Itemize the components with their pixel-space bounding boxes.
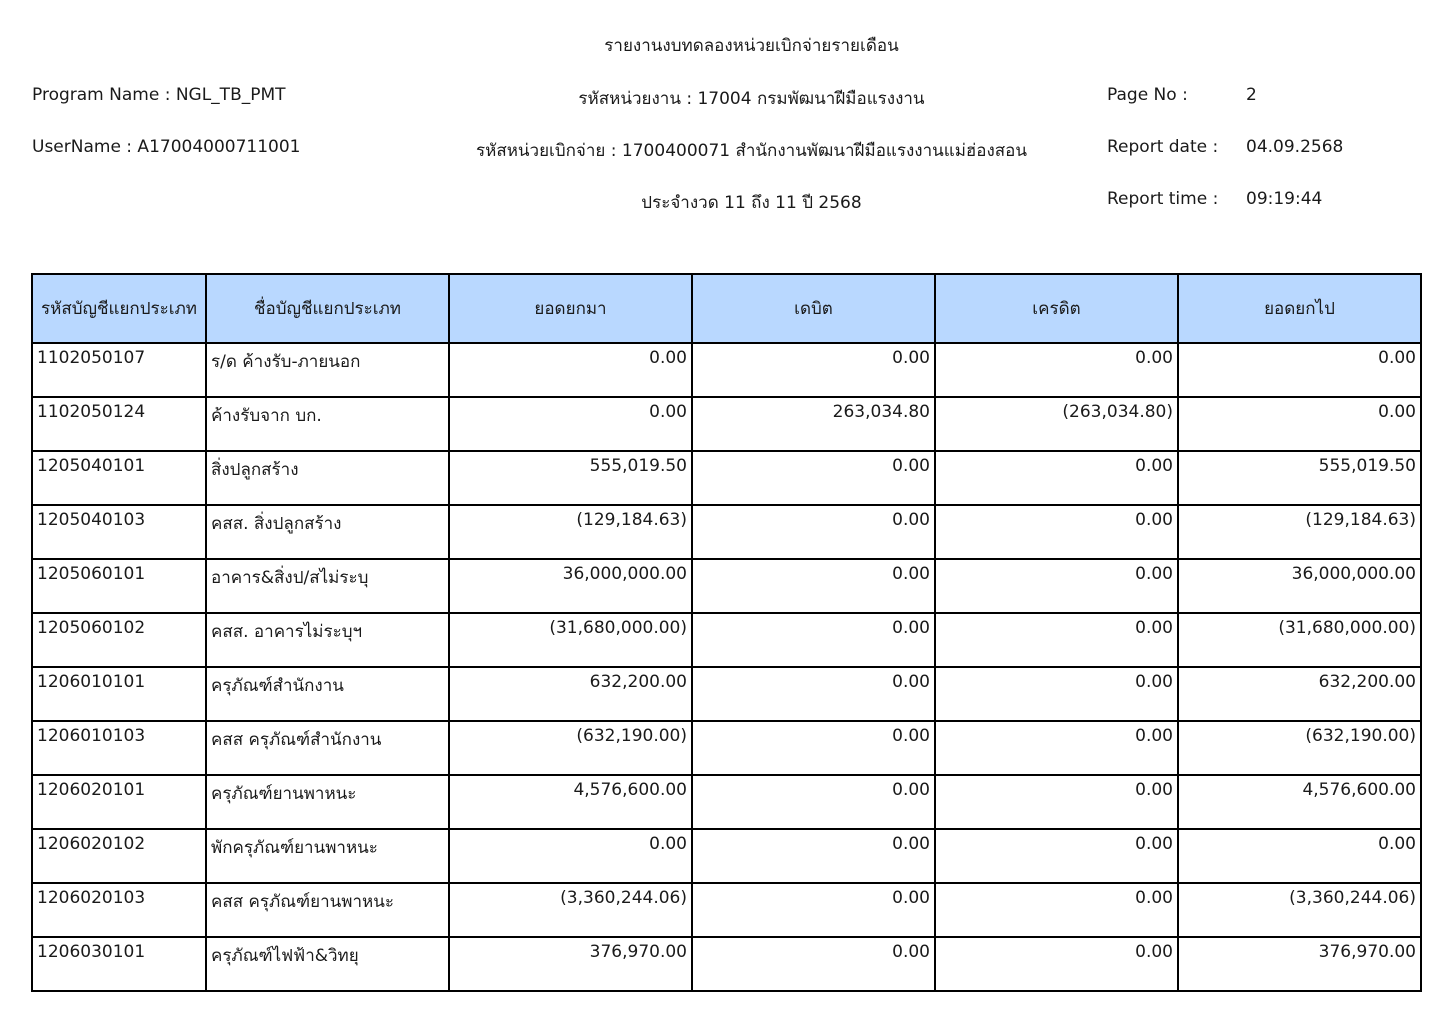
cell-opening-balance: 0.00: [449, 829, 692, 883]
header-debit: เดบิต: [692, 274, 935, 343]
cell-closing-balance: (3,360,244.06): [1178, 883, 1421, 937]
table-header-row: [32, 274, 1421, 343]
cell-account-code: 1205040101: [32, 451, 206, 505]
cell-opening-balance: 632,200.00: [449, 667, 692, 721]
cell-opening-balance: (3,360,244.06): [449, 883, 692, 937]
cell-account-code: 1205040103: [32, 505, 206, 559]
cell-account-name: สิ่งปลูกสร้าง: [206, 451, 449, 505]
program-name: Program Name : NGL_TB_PMT: [32, 85, 286, 105]
cell-debit: 0.00: [692, 451, 935, 505]
cell-account-name: คสส ครุภัณฑ์สำนักงาน: [206, 721, 449, 775]
cell-credit: 0.00: [935, 937, 1178, 991]
cell-closing-balance: 0.00: [1178, 397, 1421, 451]
cell-account-code: 1206020101: [32, 775, 206, 829]
cell-account-code: 1102050124: [32, 397, 206, 451]
cell-credit: 0.00: [935, 883, 1178, 937]
cell-closing-balance: (129,184.63): [1178, 505, 1421, 559]
table-row: [32, 451, 1421, 505]
header-opening-balance: ยอดยกมา: [449, 274, 692, 343]
table-row: [32, 505, 1421, 559]
report-time-label: Report time :: [1107, 189, 1219, 209]
cell-credit: 0.00: [935, 343, 1178, 397]
table-row: [32, 559, 1421, 613]
cell-opening-balance: 376,970.00: [449, 937, 692, 991]
cell-debit: 0.00: [692, 721, 935, 775]
cell-opening-balance: 0.00: [449, 343, 692, 397]
cell-account-code: 1205060102: [32, 613, 206, 667]
table-row: [32, 397, 1421, 451]
cell-account-code: 1206010101: [32, 667, 206, 721]
cell-debit: 0.00: [692, 667, 935, 721]
cell-credit: 0.00: [935, 505, 1178, 559]
cell-opening-balance: (632,190.00): [449, 721, 692, 775]
cell-opening-balance: 4,576,600.00: [449, 775, 692, 829]
cell-closing-balance: 632,200.00: [1178, 667, 1421, 721]
table-row: [32, 613, 1421, 667]
cell-debit: 0.00: [692, 559, 935, 613]
cell-account-name: คสส. สิ่งปลูกสร้าง: [206, 505, 449, 559]
table-row: [32, 721, 1421, 775]
cell-closing-balance: (632,190.00): [1178, 721, 1421, 775]
cell-credit: 0.00: [935, 559, 1178, 613]
disbursement-unit: รหัสหน่วยเบิกจ่าย : 1700400071 สำนักงานพัฒนาฝีมือแรงงานแม่ฮ่องสอน: [475, 141, 1028, 161]
cell-debit: 0.00: [692, 829, 935, 883]
trial-balance-table: [31, 273, 1422, 992]
cell-account-code: 1206020103: [32, 883, 206, 937]
cell-account-code: 1205060101: [32, 559, 206, 613]
report-time: 09:19:44: [1246, 189, 1323, 209]
cell-credit: 0.00: [935, 829, 1178, 883]
cell-opening-balance: 36,000,000.00: [449, 559, 692, 613]
cell-credit: 0.00: [935, 667, 1178, 721]
username: UserName : A17004000711001: [32, 137, 301, 157]
cell-account-name: ครุภัณฑ์สำนักงาน: [206, 667, 449, 721]
cell-closing-balance: 0.00: [1178, 829, 1421, 883]
table-row: [32, 829, 1421, 883]
header-account-code: รหัสบัญชีแยกประเภท: [32, 274, 206, 343]
cell-account-name: พักครุภัณฑ์ยานพาหนะ: [206, 829, 449, 883]
report-date: 04.09.2568: [1246, 137, 1344, 157]
cell-account-code: 1206030101: [32, 937, 206, 991]
cell-opening-balance: 0.00: [449, 397, 692, 451]
cell-closing-balance: 376,970.00: [1178, 937, 1421, 991]
page-number: 2: [1246, 85, 1257, 105]
cell-opening-balance: 555,019.50: [449, 451, 692, 505]
cell-account-code: 1206010103: [32, 721, 206, 775]
page-label: Page No :: [1107, 85, 1188, 105]
cell-account-name: ค้างรับจาก บก.: [206, 397, 449, 451]
cell-credit: 0.00: [935, 721, 1178, 775]
cell-debit: 0.00: [692, 775, 935, 829]
cell-account-name: อาคาร&สิ่งป/สไม่ระบุ: [206, 559, 449, 613]
cell-opening-balance: (129,184.63): [449, 505, 692, 559]
report-period: ประจำงวด 11 ถึง 11 ปี 2568: [641, 193, 862, 213]
cell-account-code: 1206020102: [32, 829, 206, 883]
cell-debit: 0.00: [692, 613, 935, 667]
cell-debit: 0.00: [692, 883, 935, 937]
report-title: รายงานงบทดลองหน่วยเบิกจ่ายรายเดือน: [604, 36, 899, 56]
cell-closing-balance: 555,019.50: [1178, 451, 1421, 505]
cell-debit: 0.00: [692, 343, 935, 397]
header-account-name: ชื่อบัญชีแยกประเภท: [206, 274, 449, 343]
cell-account-name: ครุภัณฑ์ไฟฟ้า&วิทยุ: [206, 937, 449, 991]
cell-opening-balance: (31,680,000.00): [449, 613, 692, 667]
table-row: [32, 883, 1421, 937]
cell-debit: 263,034.80: [692, 397, 935, 451]
cell-account-code: 1102050107: [32, 343, 206, 397]
table-row: [32, 343, 1421, 397]
table-row: [32, 667, 1421, 721]
agency-code: รหัสหน่วยงาน : 17004 กรมพัฒนาฝีมือแรงงาน: [578, 89, 925, 109]
cell-account-name: คสส ครุภัณฑ์ยานพาหนะ: [206, 883, 449, 937]
cell-credit: 0.00: [935, 613, 1178, 667]
table-row: [32, 775, 1421, 829]
cell-credit: (263,034.80): [935, 397, 1178, 451]
cell-account-name: ร/ด ค้างรับ-ภายนอก: [206, 343, 449, 397]
cell-debit: 0.00: [692, 505, 935, 559]
cell-credit: 0.00: [935, 451, 1178, 505]
cell-account-name: คสส. อาคารไม่ระบุฯ: [206, 613, 449, 667]
cell-closing-balance: (31,680,000.00): [1178, 613, 1421, 667]
cell-debit: 0.00: [692, 937, 935, 991]
cell-closing-balance: 0.00: [1178, 343, 1421, 397]
cell-closing-balance: 4,576,600.00: [1178, 775, 1421, 829]
cell-credit: 0.00: [935, 775, 1178, 829]
report-date-label: Report date :: [1107, 137, 1219, 157]
header-closing-balance: ยอดยกไป: [1178, 274, 1421, 343]
cell-closing-balance: 36,000,000.00: [1178, 559, 1421, 613]
table-row: [32, 937, 1421, 991]
cell-account-name: ครุภัณฑ์ยานพาหนะ: [206, 775, 449, 829]
header-credit: เครดิต: [935, 274, 1178, 343]
